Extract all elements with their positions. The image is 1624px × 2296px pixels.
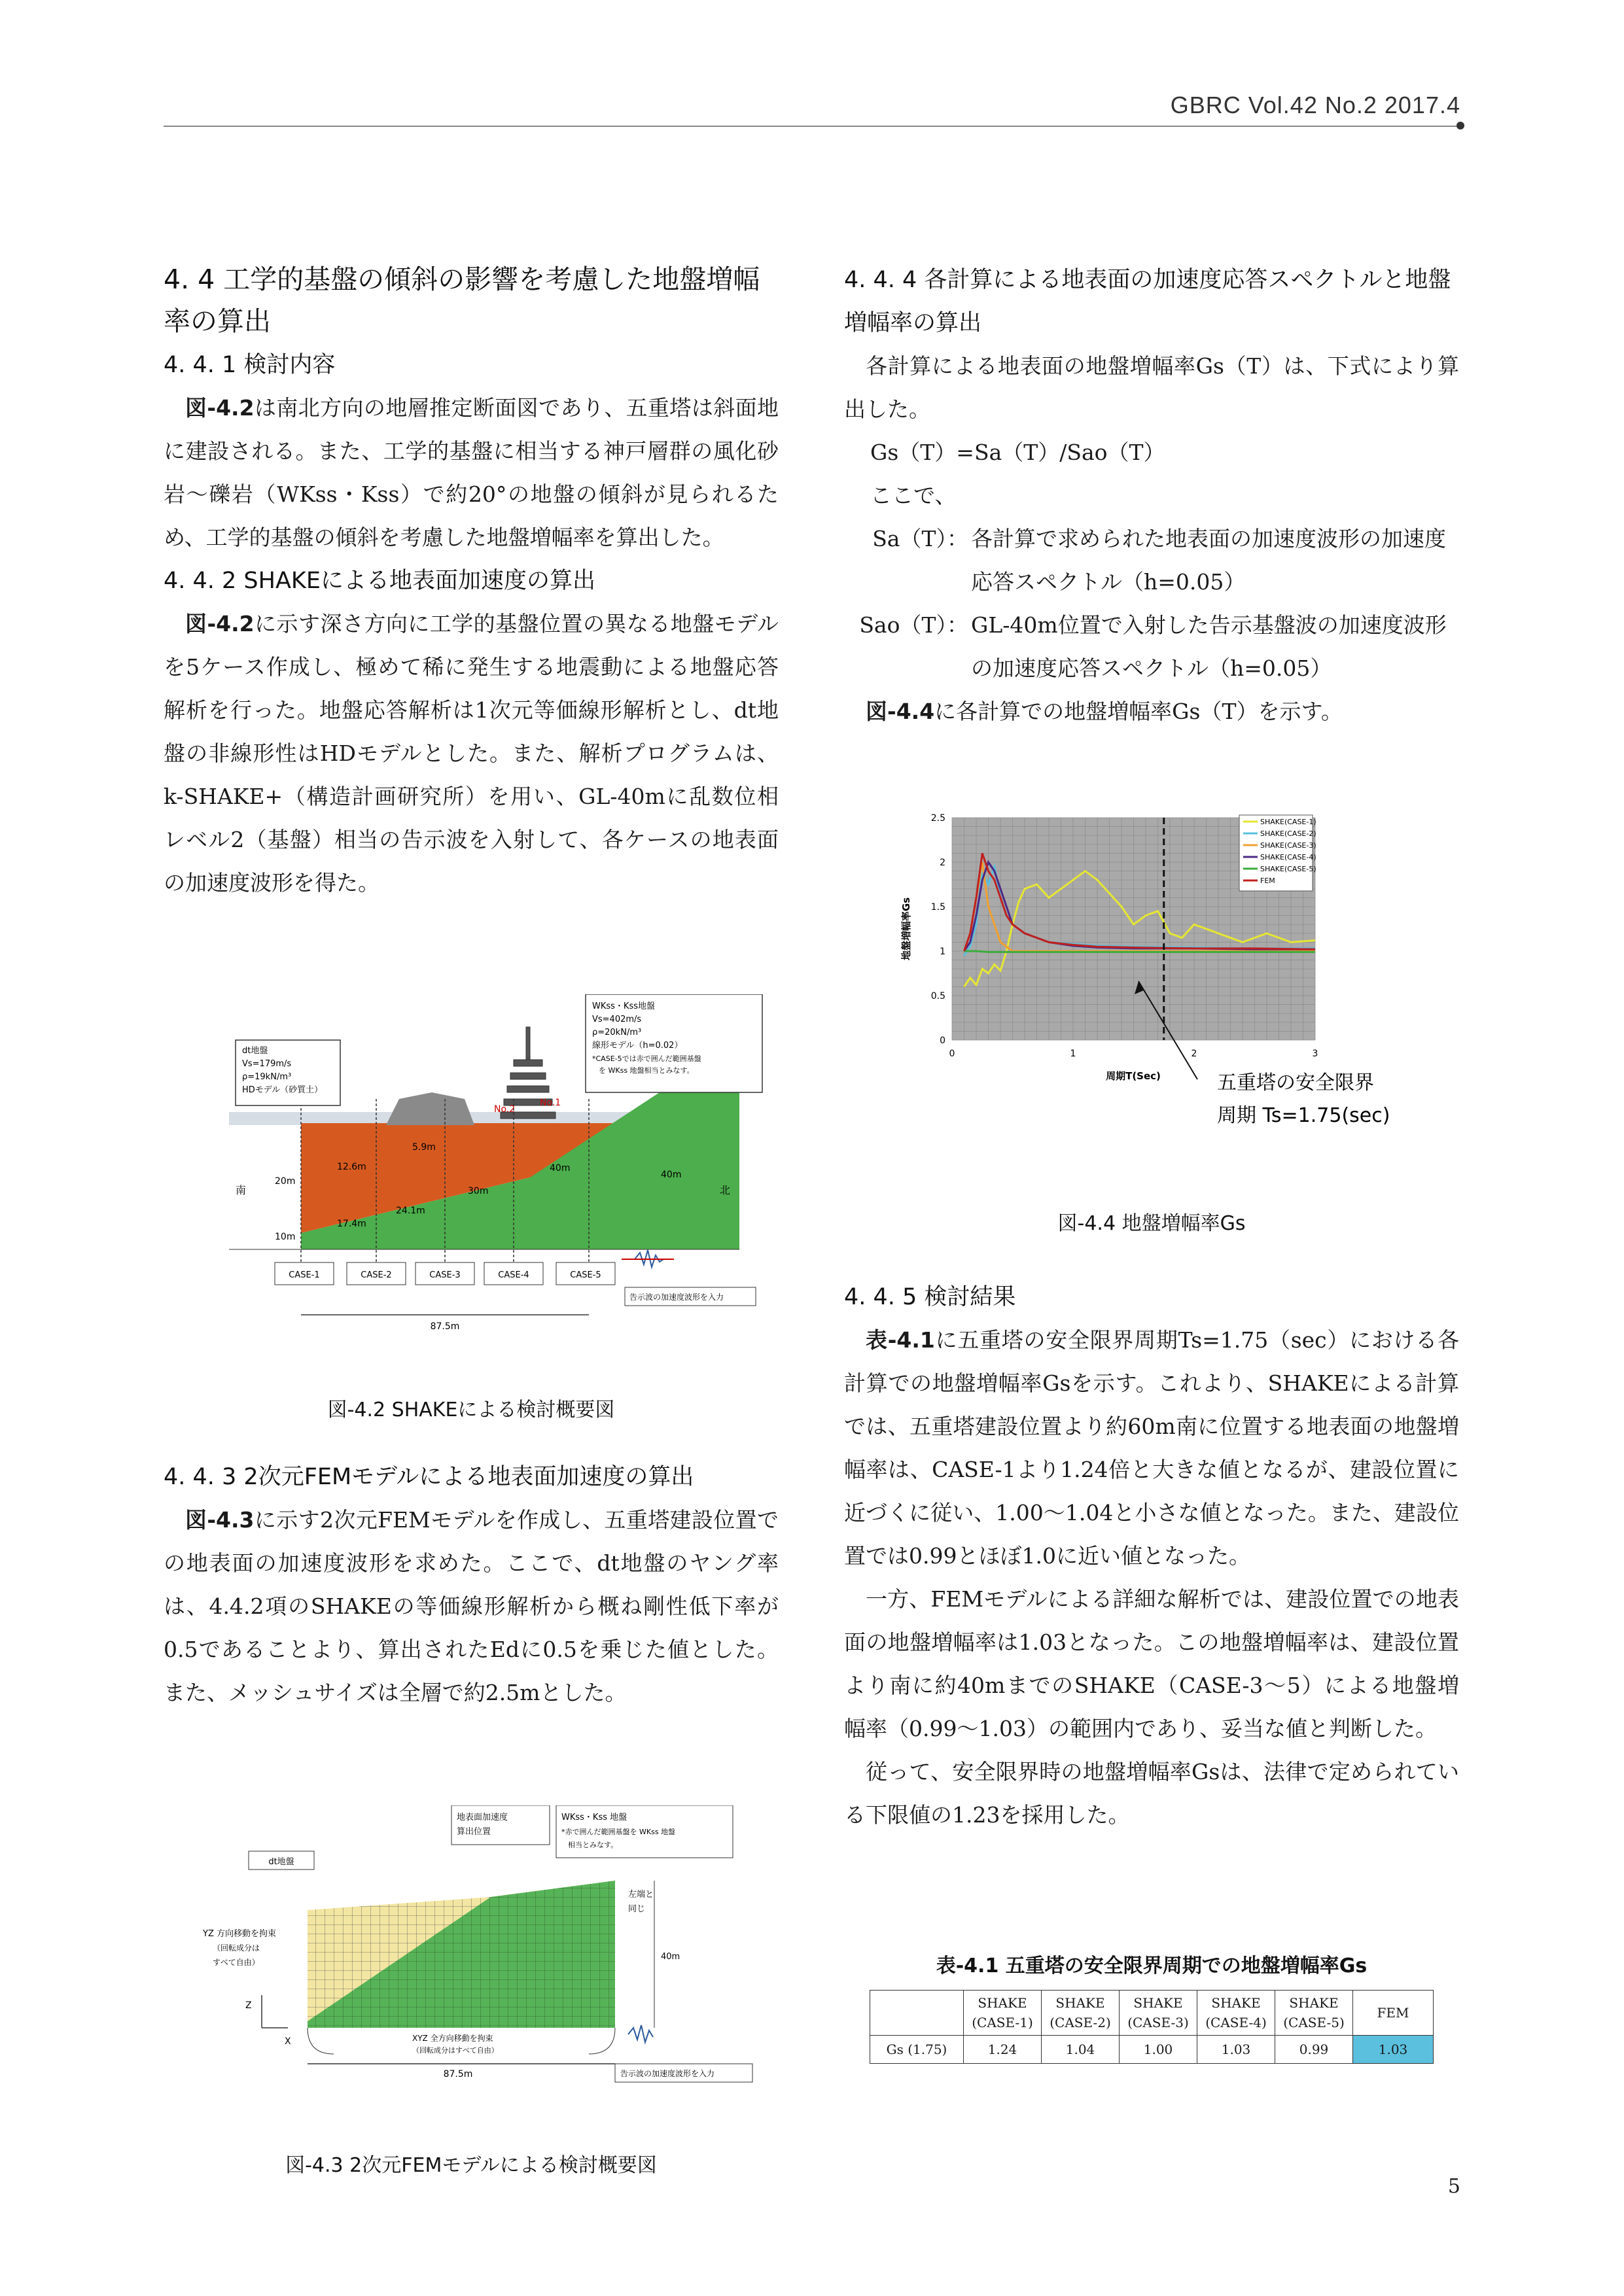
no2-label: No.2 [494,1104,516,1115]
right-note: 左端と [628,1890,654,1900]
table-header-cell: SHAKE (CASE-5) [1275,1991,1353,2036]
legend [1239,815,1316,891]
paragraph-text: に示す深さ方向に工学的基盤位置の異なる地盤モデルを5ケース作成し、極めて稀に発生する地震動による地盤応答解析を行った。地盤応答解析は1次元等価線形解析とし、dt地盤の非線形性はHDモデルとした。また、解析プログラムは、k-SHAKE+（構造計画研究所）を用い、GL-40mに乱数位相レベル2（基盤）相当の告示波を入射して、各ケースの地表面の加速度波形を得た。 [164,611,779,896]
input-label: 告示波の加速度波形を入力 [629,1293,724,1302]
legend-entry: SHAKE(CASE-5) [1260,865,1316,873]
subsection-heading-4-4-3: 4. 4. 3 2次元FEMモデルによる地表面加速度の算出 [164,1464,694,1490]
dt-box-line: ρ=19kN/m³ [242,1072,292,1082]
right-note: 同じ [628,1904,646,1914]
yz-note: YZ 方向移動を拘束 [203,1929,276,1939]
wk-box-line: を WKss 地盤相当とみなす。 [599,1066,694,1075]
case-label: CASE-1 [289,1270,320,1280]
wk-box-line: 相当とみなす。 [568,1841,618,1849]
table-cell: 0.99 [1275,2036,1353,2064]
y-axis-label: 地盤増幅率Gs [900,897,912,961]
definition-body: GL-40m位置で入射した告示基盤波の加速度波形の加速度応答スペクトル（h=0.05） [971,612,1447,681]
series-line [964,951,1316,952]
figure-4-3-caption: 図-4.3 2次元FEMモデルによる検討概要図 [285,2154,657,2177]
figure-reference: 図-4.2 [185,611,255,636]
figure-reference: 図-4.4 [866,699,935,724]
left-column-lower [164,1455,779,1714]
case-label: CASE-5 [570,1270,601,1280]
paragraph-4-4-3 [164,1499,779,1714]
subsection-heading-4-4-4: 4. 4. 4 各計算による地表面の加速度応答スペクトルと地盤増幅率の算出 [844,267,1451,336]
paragraph-4-4-5-b: 一方、FEMモデルによる詳細な解析では、建設位置での地表面の地盤増幅率は1.03となった。この地盤増幅率は、建設位置より南に約40mまでのSHAKE（CASE-3～5）による地盤増幅率（0.99～1.03）の範囲内であり、妥当な値と判断した。 [844,1586,1459,1741]
axis-z-label: Z [245,2000,252,2011]
right-column [844,258,1459,733]
case-label: CASE-3 [429,1270,461,1280]
y-tick-label: 2 [940,858,945,868]
page-number: 5 [1447,2175,1460,2198]
right-column-lower [844,1276,1459,1837]
legend-entry: SHAKE(CASE-1) [1260,818,1316,826]
depth-label: 10m [275,1232,296,1242]
case-label: CASE-2 [361,1270,392,1280]
no1-label: No.1 [540,1098,561,1108]
figure-4-2-caption: 図-4.2 SHAKEによる検討概要図 [327,1399,615,1421]
paragraph-text: に各計算での地盤増幅率Gs（T）を示す。 [934,699,1343,724]
width-label: 87.5m [430,1321,460,1332]
bottom-note: （回転成分はすべて自由） [412,2046,499,2055]
table-cell: 1.03 [1197,2036,1275,2064]
wk-box-line: 線形モデル（h=0.02） [592,1041,683,1051]
table-header-cell: FEM [1353,1991,1434,2036]
y-tick-label: 0 [940,1035,945,1046]
table-cell: 1.00 [1120,2036,1197,2064]
table-cell-highlighted: 1.03 [1353,2036,1434,2064]
table-header-cell: SHAKE (CASE-2) [1042,1991,1120,2036]
figure-4-3 [196,1805,772,2119]
paragraph-4-4-5-a [844,1319,1459,1578]
length-label: 17.4m [337,1219,366,1229]
yz-note: すべて自由） [213,1958,260,1967]
y-tick-label: 0.5 [930,991,945,1001]
fem-model-diagram [196,1805,772,2119]
paragraph-4-4-2 [164,602,779,905]
figure-reference: 図-4.2 [185,395,255,421]
paragraph-text: に示す2次元FEMモデルを作成し、五重塔建設位置での地表面の加速度波形を求めた。ここで、dt地盤のヤング率は、4.4.2項のSHAKEの等価線形解析から概ね剛性低下率が0.5であることより、算出されたEdに0.5を乗じた値とした。また、メッシュサイズは全層で約2.5mとした。 [164,1507,779,1705]
paragraph-text: に五重塔の安全限界周期Ts=1.75（sec）における各計算での地盤増幅率Gsを示す。これより、SHAKEによる計算では、五重塔建設位置より約60m南に位置する地表面の地盤増幅率は、CASE-1より1.24倍と大きな値となるが、建設位置に近づくに従い、1.00～1.04と小さな値となった。また、建設位置では0.99とほぼ1.0に近い値となった。 [844,1327,1460,1569]
running-header: GBRC Vol.42 No.2 2017.4 [1170,92,1460,118]
legend-entry: SHAKE(CASE-3) [1260,841,1316,850]
surface-box-line: 算出位置 [457,1827,491,1837]
y-tick-label: 2.5 [930,813,945,824]
surface-box-line: 地表面加速度 [457,1813,508,1822]
dt-box-line: HDモデル（砂質土） [242,1085,323,1095]
header-rule [164,126,1462,127]
header-dot [1456,122,1464,130]
paragraph-4-4-5-c: 従って、安全限界時の地盤増幅率Gsは、法律で定められている下限値の1.23を採用した。 [844,1759,1459,1828]
formula: Gs（T）=Sa（T）/Sao（T） [870,440,1165,465]
paragraph-4-4-1 [164,387,779,559]
annotation-line-2: 周期 Ts=1.75(sec) [1217,1104,1390,1127]
length-label: 24.1m [396,1206,425,1216]
length-label: 40m [550,1163,571,1174]
figure-4-4-caption: 図-4.4 地盤増幅率Gs [1057,1212,1246,1235]
wk-box-line: WKss・Kss地盤 [592,1001,655,1011]
length-label: 12.6m [337,1162,366,1172]
wk-box-line: ρ=20kN/m³ [592,1028,642,1037]
definition-sao [844,604,1459,690]
surface-accel-box [451,1805,550,1845]
table-4-1-block [844,1949,1459,2064]
section-heading-4-4: 4. 4 工学的基盤の傾斜の影響を考慮した地盤増幅率の算出 [164,264,760,337]
paragraph-4-4-4: 各計算による地表面の地盤増幅率Gs（T）は、下式により算出した。 [844,353,1459,422]
subsection-heading-4-4-2: 4. 4. 2 SHAKEによる地表面加速度の算出 [164,568,595,594]
temple-icon [386,1092,474,1125]
y-tick-label: 1.5 [930,902,945,913]
x-tick-label: 1 [1070,1049,1076,1059]
table-row [870,2036,1434,2064]
x-tick-label: 0 [949,1049,955,1059]
legend-entry: FEM [1260,877,1275,885]
table-cell: 1.24 [964,2036,1042,2064]
depth-label: 20m [275,1176,296,1187]
table-header-cell: SHAKE (CASE-3) [1120,1991,1197,2036]
depth-label: 40m [661,1952,680,1962]
table-row-label: Gs (1.75) [870,2036,964,2064]
x-tick-label: 3 [1312,1049,1318,1059]
definition-list [844,517,1459,690]
y-tick-label: 1 [940,947,945,957]
width-label: 87.5m [443,2069,473,2079]
dt-box-line: Vs=179m/s [242,1059,292,1069]
wk-box-line: WKss・Kss 地盤 [561,1813,627,1822]
table-header-cell: SHAKE (CASE-1) [964,1991,1042,2036]
figure-4-2 [216,994,779,1348]
x-tick-label: 2 [1191,1049,1197,1059]
left-column [164,258,779,905]
gs-chart [890,805,1466,1184]
table-header-cell: SHAKE (CASE-4) [1197,1991,1275,2036]
wk-box-line: *CASE-5では赤で囲んだ範囲基盤 [592,1054,701,1063]
case-label: CASE-4 [498,1270,529,1280]
length-label: 30m [468,1186,489,1196]
definition-body: 各計算で求められた地表面の加速度波形の加速度応答スペクトル（h=0.05） [971,526,1446,595]
subsection-heading-4-4-5: 4. 4. 5 検討結果 [844,1284,1016,1310]
gs-table [870,1990,1434,2064]
definition-sa [844,517,1459,604]
depth-label: 40m [661,1170,682,1180]
x-axis-label: 周期T(Sec) [1106,1070,1161,1082]
table-corner-cell [870,1991,964,2036]
table-cell: 1.04 [1042,2036,1120,2064]
table-reference: 表-4.1 [866,1327,935,1353]
subsection-heading-4-4-1: 4. 4. 1 検討内容 [164,352,336,378]
legend-entry: SHAKE(CASE-2) [1260,829,1316,838]
input-label: 告示波の加速度波形を入力 [620,2069,715,2078]
wk-box-line: *赤で囲んだ範囲基盤を WKss 地盤 [561,1828,676,1836]
figure-4-4 [890,805,1466,1184]
table-4-1-caption: 表-4.1 五重塔の安全限界周期での地盤増幅率Gs [936,1955,1368,1977]
annotation-line-1: 五重塔の安全限界 [1217,1071,1374,1094]
yz-note: （回転成分は [213,1943,260,1953]
axes-icon [262,1995,288,2028]
definition-term: Sa（T）： [872,526,968,551]
bottom-note: XYZ 全方向移動を拘束 [412,2034,493,2043]
dt-box-line: dt地盤 [242,1046,268,1056]
dt-label: dt地盤 [268,1857,294,1867]
figure-reference: 図-4.3 [185,1507,255,1533]
length-label: 5.9m [412,1142,436,1153]
table-header-row [870,1991,1434,2036]
input-wave-icon [628,2025,653,2042]
wk-box-line: Vs=402m/s [592,1015,642,1024]
north-label: 北 [720,1184,731,1196]
shake-model-diagram [216,994,779,1348]
formula-where: ここで、 [870,483,957,508]
axis-x-label: X [285,2036,291,2047]
south-label: 南 [236,1184,247,1196]
definition-term: Sao（T）： [859,612,968,638]
legend-entry: SHAKE(CASE-4) [1260,853,1316,861]
paragraph-fig44-ref [844,690,1459,733]
paragraph-text: は南北方向の地層推定断面図であり、五重塔は斜面地に建設される。また、工学的基盤に相当する神戸層群の風化砂岩～礫岩（WKss・Kss）で約20°の地盤の傾斜が見られるため、工学的基盤の傾斜を考慮した地盤増幅率を算出した。 [164,395,779,550]
